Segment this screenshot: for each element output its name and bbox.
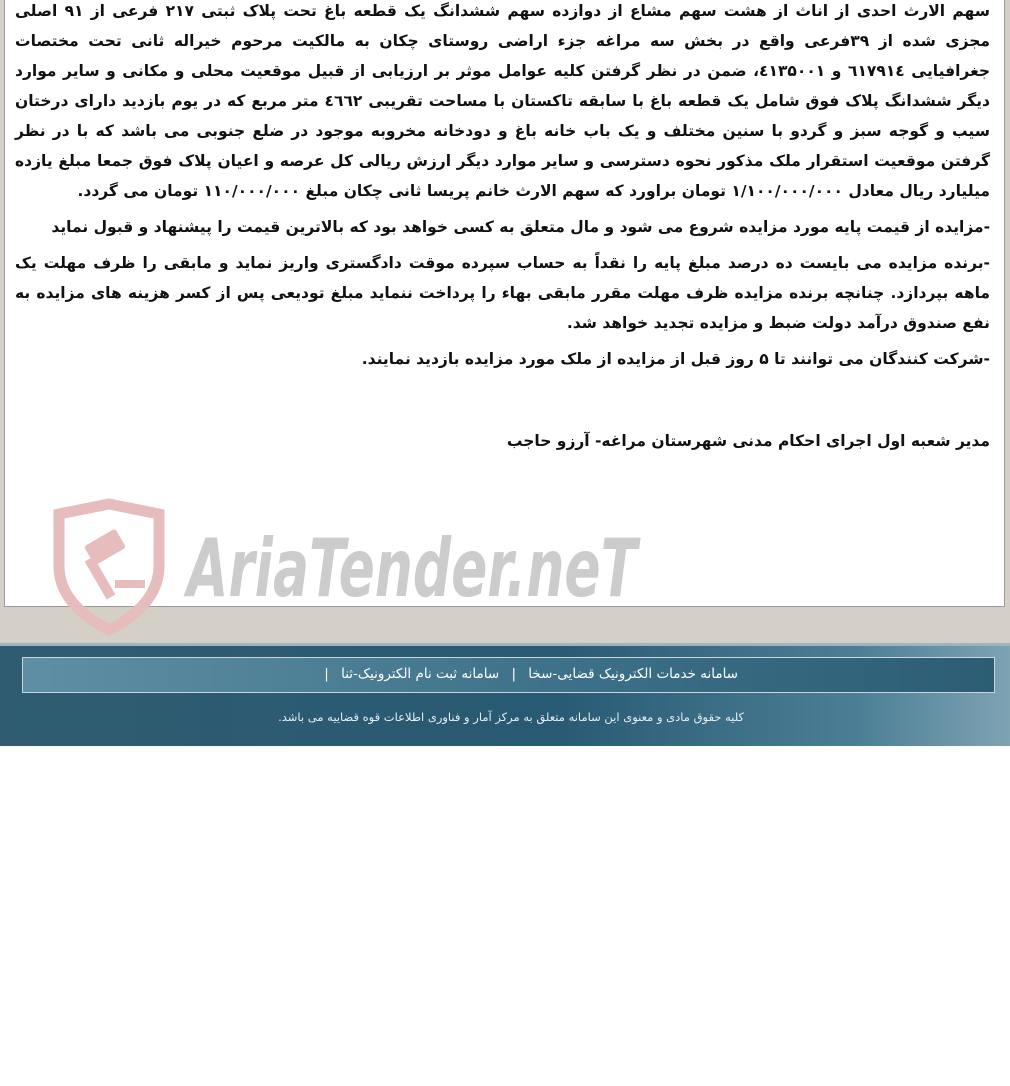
watermark-text: AriaTender.neT (182, 522, 641, 615)
footer-separator: | (511, 666, 516, 682)
signature-line: مدیر شعبه اول اجرای احکام مدنی شهرستان مراغه- آرزو حاجب (506, 432, 990, 450)
footer-links-bar (22, 657, 995, 693)
content-panel (4, 0, 1005, 615)
auction-notice-text (15, 0, 990, 456)
payment-rule: -برنده مزایده می بایست ده درصد مبلغ پایه را نقداً به حساب سپرده موقت دادگستری واریز نماید و مابقی را ظرف مهلت یک ماهه بپردازد. چنانچه برنده مزایده ظرف مهلت مقرر مابقی بهاء را پرداخت ننماید مبلغ تودیعی پس از کسر هزینه های مزایده به نفع صندوق درآمد دولت ضبط و مزایده تجدید خواهد شد. (15, 254, 990, 332)
footer-link-sana[interactable]: سامانه ثبت نام الکترونیک-ثنا (341, 666, 500, 682)
visit-rule: -شرکت کنندگان می توانند تا ۵ روز قبل از مزایده از ملک مورد مزایده بازدید نمایند. (361, 350, 990, 368)
site-footer (0, 643, 1010, 746)
auction-start-rule: -مزایده از قیمت پایه مورد مزایده شروع می شود و مال متعلق به کسی خواهد بود که بالاترین قیمت را پیشنهاد و قبول نماید (51, 218, 990, 236)
footer-link-sakha[interactable]: سامانه خدمات الکترونیک قضایی-سخا (528, 666, 738, 682)
property-description-paragraph: سهم الارث احدی از اناث از هشت سهم مشاع از دوازده سهم ششدانگ یک قطعه باغ تحت پلاک ثبتی ۲۱۷ فرعی از ۹۱ اصلی مجزی شده از ۳۹فرعی واقع در بخش سه مراغه جزء اراضی روستای چکان به مالکیت مرحوم خیراله ثانی تحت مختصات جغرافیایی ٦۱۷۹۱٤ و ٤۱۳۵۰۰۱، ضمن در نظر گرفتن کلیه عوامل موثر بر ارزیابی از قبیل موقعیت محلی و مکانی و سایر موارد دیگر ششدانگ پلاک فوق شامل یک قطعه باغ با سابقه تاکستان با مساحت تقریبی ٤٦٦۲ متر مربع که در یوم بازدید دارای درختان سیب و گوجه سبز و گردو با سنین مختلف و یک باب خانه باغ و دودخانه مخروبه موجود در ضلع جنوبی می باشد که با در نظر گرفتن موقعیت استقرار ملک مذکور نحوه دسترسی و سایر موارد دیگر ارزش ریالی کل عرصه و اعیان پلاک فوق جمعا مبلغ یازده میلیارد ریال معادل ۱/۱۰۰/۰۰۰/۰۰۰ تومان براورد که سهم الارث خانم پریسا ثانی چکان مبلغ ۱۱۰/۰۰۰/۰۰۰ تومان می گردد. (15, 2, 991, 200)
copyright-text: کلیه حقوق مادی و معنوی این سامانه متعلق به مرکز آمار و فناوری اطلاعات قوه قضاییه می باشد. (278, 710, 744, 724)
footer-separator: | (324, 666, 329, 682)
